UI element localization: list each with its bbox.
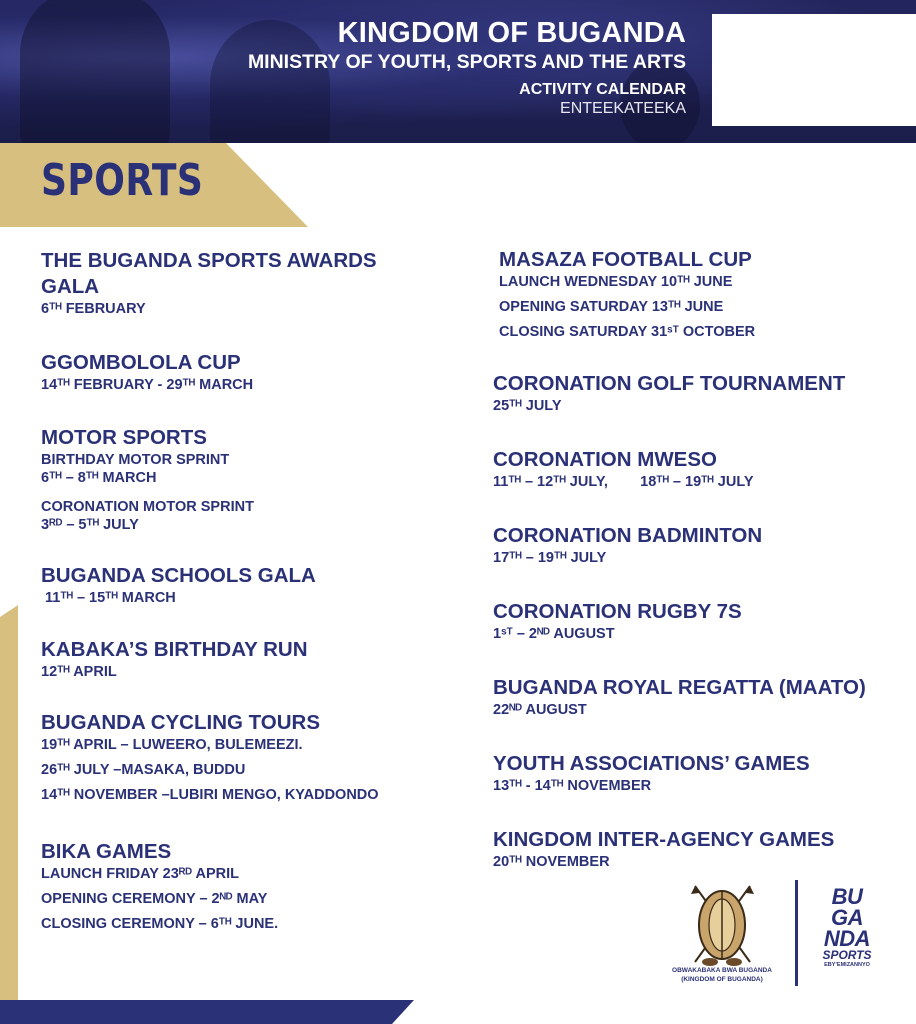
- event-subtitle: BIRTHDAY MOTOR SPRINT: [41, 452, 230, 468]
- event-birthday-run: [41, 637, 308, 681]
- event-title: GALA: [41, 275, 100, 298]
- event-title: GGOMBOLOLA CUP: [41, 351, 241, 374]
- event-golf-tournament: [493, 371, 845, 415]
- kingdom-logo-caption: [662, 966, 782, 984]
- event-mweso: [493, 447, 754, 491]
- logo-divider: [795, 880, 798, 986]
- event-ggombolola-cup: [41, 350, 253, 394]
- event-sports-awards: [41, 248, 377, 318]
- event-title: CORONATION RUGBY 7S: [493, 600, 742, 623]
- event-subtitle: CORONATION MOTOR SPRINT: [41, 499, 254, 515]
- event-date: 6ᵀᴴ FEBRUARY: [41, 301, 146, 317]
- event-cycling-tours: [41, 710, 379, 804]
- event-title: MASAZA FOOTBALL CUP: [499, 248, 752, 271]
- event-title: KABAKA’S BIRTHDAY RUN: [41, 638, 308, 661]
- event-date: OPENING SATURDAY 13ᵀᴴ JUNE: [499, 299, 724, 315]
- event-date: 20ᵀᴴ NOVEMBER: [493, 854, 610, 870]
- event-title: MOTOR SPORTS: [41, 426, 207, 449]
- event-date: 12ᵀᴴ APRIL: [41, 664, 117, 680]
- logo-text: EBY’EMIZANNYO: [824, 962, 870, 968]
- event-date: 1ˢᵀ – 2ᴺᴰ AUGUST: [493, 626, 615, 642]
- event-inter-agency-games: [493, 827, 834, 871]
- event-date: LAUNCH FRIDAY 23ᴿᴰ APRIL: [41, 866, 240, 882]
- caption-line: (KINGDOM OF BUGANDA): [681, 976, 763, 983]
- event-date: 14ᵀᴴ NOVEMBER –LUBIRI MENGO, KYADDONDO: [41, 787, 379, 803]
- logo-text: NDA: [823, 926, 871, 951]
- event-date: 3ᴿᴰ – 5ᵀᴴ JULY: [41, 517, 139, 533]
- event-date: 22ᴺᴰ AUGUST: [493, 702, 587, 718]
- event-badminton: [493, 523, 762, 567]
- photo-figure: [20, 0, 170, 143]
- calendar-local-title: ENTEEKATEEKA: [560, 100, 686, 117]
- event-date: OPENING CEREMONY – 2ᴺᴰ MAY: [41, 891, 268, 907]
- event-date: 13ᵀᴴ - 14ᵀᴴ NOVEMBER: [493, 778, 652, 794]
- event-title: BIKA GAMES: [41, 840, 172, 863]
- logo-text: GA: [831, 905, 863, 930]
- kingdom-title: KINGDOM OF BUGANDA: [337, 17, 686, 49]
- decorative-bar: [0, 1000, 414, 1024]
- event-youth-games: [493, 751, 810, 795]
- event-date: 14ᵀᴴ FEBRUARY - 29ᵀᴴ MARCH: [41, 377, 254, 393]
- event-date: LAUNCH WEDNESDAY 10ᵀᴴ JUNE: [499, 274, 733, 290]
- event-title: CORONATION BADMINTON: [493, 524, 763, 547]
- event-title: THE BUGANDA SPORTS AWARDS: [41, 249, 377, 272]
- event-schools-gala: [41, 563, 316, 607]
- event-date: 19ᵀᴴ APRIL – LUWEERO, BULEMEEZI.: [41, 737, 303, 753]
- event-date: 17ᵀᴴ – 19ᵀᴴ JULY: [493, 550, 607, 566]
- event-date: 11ᵀᴴ – 12ᵀᴴ JULY, 18ᵀᴴ – 19ᵀᴴ JULY: [493, 474, 754, 490]
- event-title: YOUTH ASSOCIATIONS’ GAMES: [493, 752, 810, 775]
- event-rugby-7s: [493, 599, 742, 643]
- buganda-sports-logo: [812, 886, 882, 969]
- event-date: CLOSING CEREMONY – 6ᵀᴴ JUNE.: [41, 916, 279, 932]
- event-bika-games: [41, 839, 278, 933]
- event-title: KINGDOM INTER-AGENCY GAMES: [493, 828, 835, 851]
- event-royal-regatta: [493, 675, 866, 719]
- logo-text: BU: [831, 884, 863, 909]
- event-date: 26ᵀᴴ JULY –MASAKA, BUDDU: [41, 762, 246, 778]
- event-date: 25ᵀᴴ JULY: [493, 398, 562, 414]
- blank-panel: [712, 14, 916, 126]
- event-masaza-cup: [499, 247, 755, 341]
- event-date: 6ᵀᴴ – 8ᵀᴴ MARCH: [41, 470, 157, 486]
- event-date: CLOSING SATURDAY 31ˢᵀ OCTOBER: [499, 324, 756, 340]
- ministry-title: MINISTRY OF YOUTH, SPORTS AND THE ARTS: [247, 51, 686, 73]
- section-title: SPORTS: [41, 155, 204, 206]
- logo-text: SPORTS: [822, 948, 872, 962]
- event-title: BUGANDA ROYAL REGATTA (MAATO): [493, 676, 866, 699]
- event-title: BUGANDA SCHOOLS GALA: [41, 564, 316, 587]
- caption-line: OBWAKABAKA BWA BUGANDA: [672, 967, 772, 974]
- event-title: CORONATION GOLF TOURNAMENT: [493, 372, 846, 395]
- event-title: BUGANDA CYCLING TOURS: [41, 711, 321, 734]
- event-date: 11ᵀᴴ – 15ᵀᴴ MARCH: [45, 590, 176, 606]
- event-title: CORONATION MWESO: [493, 448, 717, 471]
- calendar-title: ACTIVITY CALENDAR: [519, 81, 686, 98]
- decorative-stripe: [0, 605, 18, 1000]
- header-text: [248, 16, 686, 118]
- event-motor-sports: [41, 425, 254, 534]
